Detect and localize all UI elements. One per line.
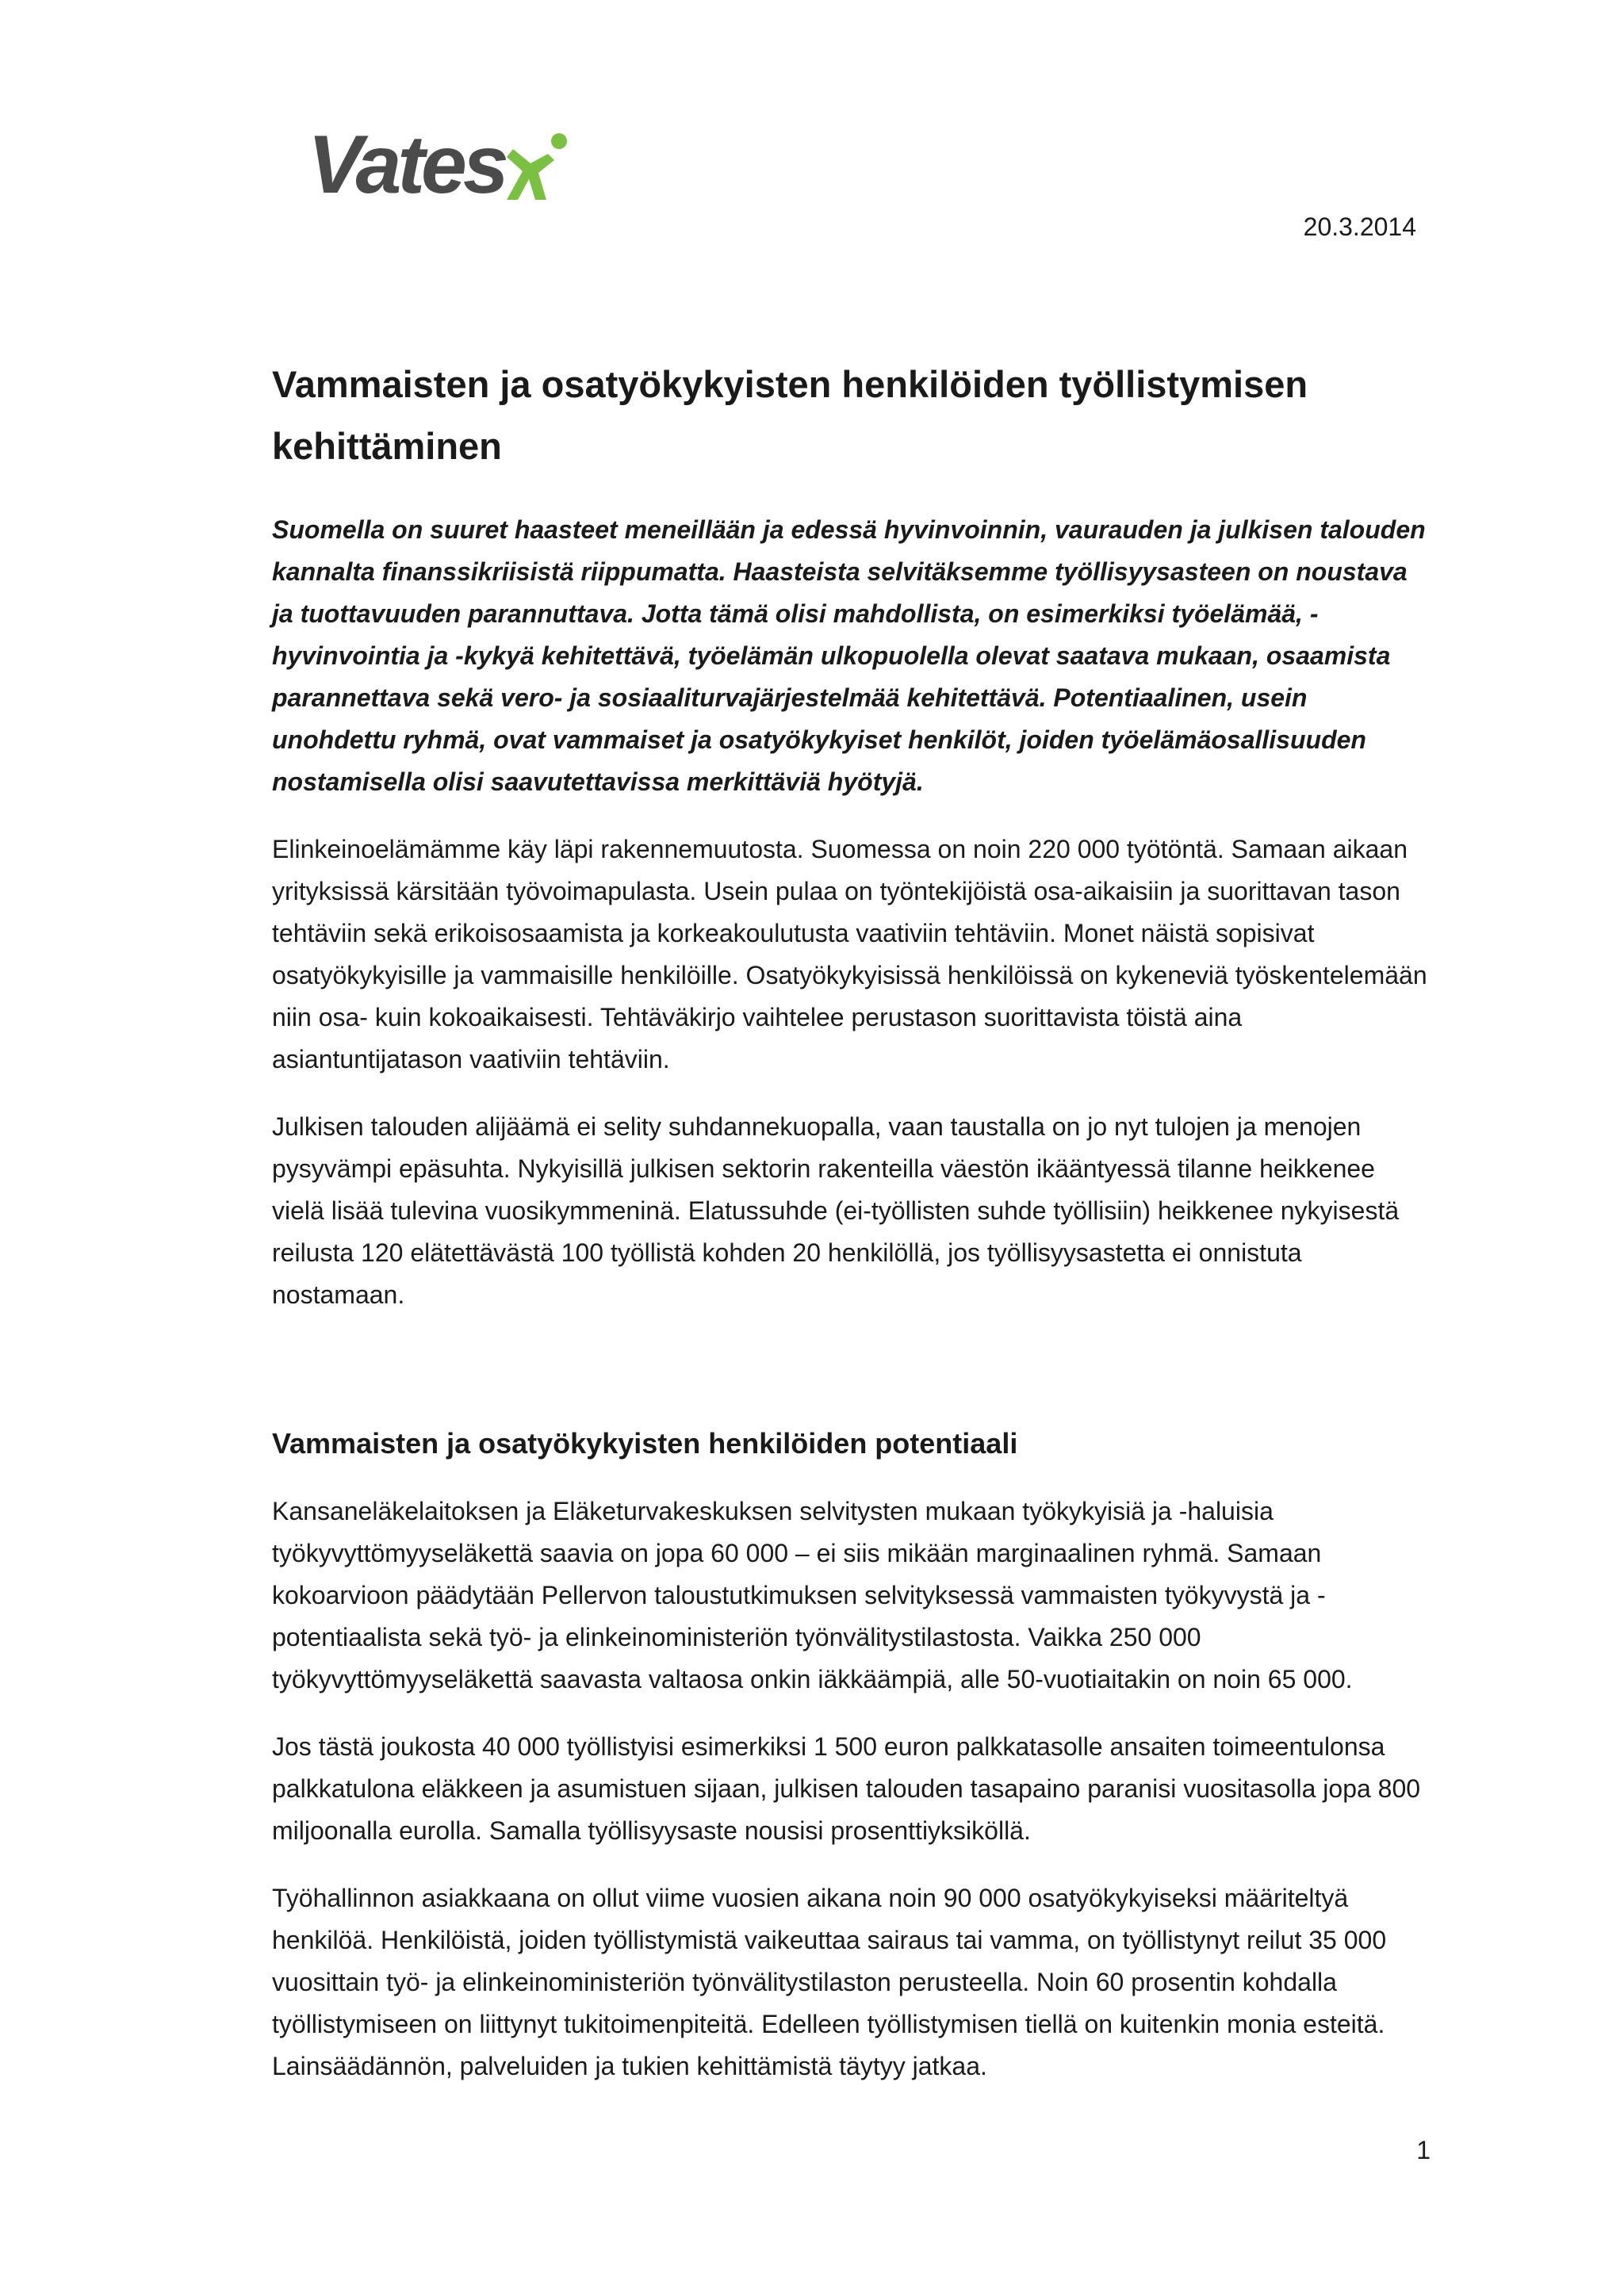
section-paragraph-3: Työhallinnon asiakkaana on ollut viime vuosien aikana noin 90 000 osatyökykyiseksi määriteltyä henkilöä. Henkilöistä, joiden työllistymistä vaikeuttaa sairaus tai vamma, on työllistynyt reilut 35 000 vuosittain työ- ja elinkeinoministeriön työnvälitystilaston perusteella. Noin 60 prosentin kohdalla työllistymiseen on liittynyt tukitoimenpiteitä. Edelleen työllistymisen tiellä on kuitenkin monia esteitä. Lainsäädännön, palveluiden ja tukien kehittämistä täytyy jatkaa. (272, 1884, 1387, 2080)
section-paragraph-1: Kansaneläkelaitoksen ja Eläketurvakeskuksen selvitysten mukaan työkykyisiä ja -haluisia työkyvyttömyyseläkettä saavia on jopa 60 000 – ei siis mikään marginaalinen ryhmä. Samaan kokoarvioon päädytään Pellervon taloustutkimuksen selvityksessä vammaisten työkyvystä ja -potentiaalista sekä työ- ja elinkeinoministeriön työnvälitystilastosta. Vaikka 250 000 työkyvyttömyyseläkettä saavasta valtaosa onkin iäkkäämpiä, alle 50-vuotiaitakin on noin 65 000. (272, 1497, 1353, 1693)
document-body (272, 354, 1431, 2087)
green-running-figure-icon (507, 132, 573, 203)
body-paragraph-1: Elinkeinoelämämme käy läpi rakennemuutosta. Suomessa on noin 220 000 työtöntä. Samaan aikaan yrityksissä kärsitään työvoimapulasta. Usein pulaa on työntekijöistä osa-aikaisiin ja suorittavan tason tehtäviin sekä erikoisosaamista ja korkeakoulutusta vaativiin tehtäviin. Monet näistä sopisivat osatyökykyisille ja vammaisille henkilöille. Osatyökykyisissä henkilöissä on kykeneviä työskentelemään niin osa- kuin kokoaikaisesti. Tehtäväkirjo vaihtelee perustason suorittavista töistä aina asiantuntijatason vaativiin tehtäviin. (272, 835, 1427, 1073)
section-heading: Vammaisten ja osatyökykyisten henkilöiden potentiaali (272, 1427, 1018, 1460)
vates-logo (308, 119, 573, 211)
page-number: 1 (1416, 2136, 1431, 2164)
body-paragraph-2: Julkisen talouden alijäämä ei selity suhdannekuopalla, vaan taustalla on jo nyt tulojen ja menojen pysyvämpi epäsuhta. Nykyisillä julkisen sektorin rakenteilla väestön ikääntyessä tilanne heikkenee vielä lisää tulevina vuosikymmeninä. Elatussuhde (ei-työllisten suhde työllisiin) heikkenee nykyisestä reilusta 120 elätettävästä 100 työllistä kohden 20 henkilöllä, jos työllisyysastetta ei onnistuta nostamaan. (272, 1112, 1400, 1309)
document-title: Vammaisten ja osatyökykyisten henkilöiden työllistymisen kehittäminen (272, 363, 1308, 467)
lead-paragraph: Suomella on suuret haasteet meneillään ja edessä hyvinvoinnin, vaurauden ja julkisen talouden kannalta finanssikriisistä riippumatta. Haasteista selvitäksemme työllisyysasteen on noustava ja tuottavuuden parannuttava. Jotta tämä olisi mahdollista, on esimerkiksi työelämää, -hyvinvointia ja -kykyä kehitettävä, työelämän ulkopuolella olevat saatava mukaan, osaamista parannettava sekä vero- ja sosiaaliturvajärjestelmää kehitettävä. Potentiaalinen, usein unohdettu ryhmä, ovat vammaiset ja osatyökykyiset henkilöt, joiden työelämäosallisuuden nostamisella olisi saavutettavissa merkittäviä hyötyjä. (272, 515, 1426, 796)
section-paragraph-2: Jos tästä joukosta 40 000 työllistyisi esimerkiksi 1 500 euron palkkatasolle ansaiten toimeentulonsa palkkatulona eläkkeen ja asumistuen sijaan, julkisen talouden tasapaino paranisi vuositasolla jopa 800 miljoonalla eurolla. Samalla työllisyysaste nousisi prosenttiyksiköllä. (272, 1732, 1421, 1845)
document-date: 20.3.2014 (1303, 212, 1416, 241)
logo-wordmark: Vates (308, 119, 505, 211)
